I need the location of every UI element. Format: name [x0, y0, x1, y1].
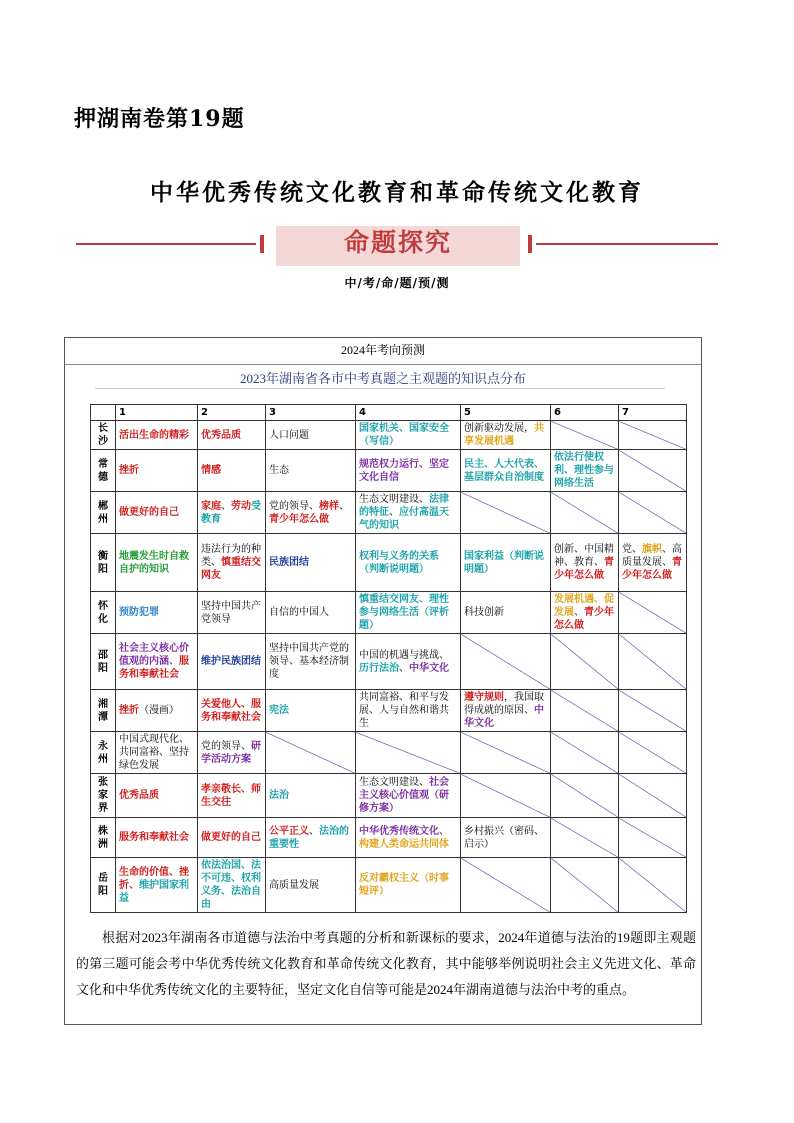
topic-cell	[266, 858, 356, 913]
table-row	[91, 858, 687, 913]
city-name: 怀化	[91, 592, 116, 634]
topic-text: 共享发展机遇	[464, 423, 544, 447]
topic-cell	[266, 774, 356, 818]
city-name: 岳阳	[91, 858, 116, 913]
topic-cell	[356, 492, 461, 534]
topic-cell	[356, 690, 461, 732]
topic-cell	[266, 421, 356, 450]
empty-cell	[551, 732, 619, 774]
topic-cell	[356, 634, 461, 690]
empty-cell	[461, 774, 551, 818]
topic-text: 、	[439, 825, 449, 837]
topic-cell	[266, 592, 356, 634]
city-name: 株洲	[91, 818, 116, 858]
topic-text: 预防犯罪	[119, 607, 159, 618]
analysis-paragraph: 根据对2023年湖南各市道德与法治中考真题的分析和新课标的要求，2024年道德与法治的19题即主观题的第三题可能会考中华优秀传统文化教育和革命传统文化教育，其中能够举例说明社会主义先进文化、革命文化和中华优秀传统文化的主要特征，坚定文化自信等可能是2024年湖南道德与法治中考的重点。	[76, 930, 696, 997]
empty-cell	[461, 634, 551, 690]
banner-left-line	[76, 243, 256, 245]
topic-text: 民族团结	[269, 557, 309, 568]
topic-cell	[356, 774, 461, 818]
column-header-3: 3	[266, 405, 356, 421]
column-header-2: 2	[198, 405, 266, 421]
topic-text: 青少年怎么做	[554, 557, 614, 581]
topic-text: 法律的特征	[359, 494, 449, 518]
section-subtitle: 中/考/命/题/预/测	[344, 276, 450, 290]
table-row	[91, 450, 687, 492]
section-banner	[76, 226, 718, 266]
topic-text: 、	[309, 825, 319, 837]
topic-text: 规范权力运行、坚定文化自信	[359, 458, 449, 483]
table-row	[91, 492, 687, 534]
table-header-corner	[91, 405, 116, 421]
topic-text: 违法行为的种类、	[201, 544, 261, 568]
topic-text: 榜样	[319, 500, 339, 512]
topic-cell	[116, 421, 198, 450]
empty-cell	[551, 421, 619, 450]
topic-text: 党的领导、	[201, 740, 251, 752]
city-name: 常德	[91, 450, 116, 492]
topic-text: 构建人类命运共同体	[359, 838, 449, 850]
column-header-1: 1	[116, 405, 198, 421]
topic-text: 坚持中国共产党领导	[201, 600, 261, 625]
topic-text: 旗帜	[642, 544, 662, 555]
topic-text: 坚持中国共产党的领导、基本经济制度	[269, 643, 349, 680]
topic-text: 应付高温天气的知识	[359, 507, 449, 531]
column-header-4: 4	[356, 405, 461, 421]
topic-text: 遵守规则	[464, 692, 504, 703]
topic-text: 社会主义核心价值观（研修方案）	[359, 777, 449, 814]
topic-cell	[266, 492, 356, 534]
topic-text: 社会主义核心价值观的内涵	[119, 643, 189, 667]
topic-cell	[266, 690, 356, 732]
topic-text: 孝亲敬长、师生交往	[201, 783, 261, 808]
table-header-row	[91, 405, 687, 421]
topic-text: 慎重结交网友	[201, 557, 261, 581]
topic-cell	[116, 774, 198, 818]
topic-text: 生态	[269, 465, 289, 476]
empty-cell	[619, 732, 687, 774]
topic-cell	[461, 421, 551, 450]
topic-text: 做更好的自己	[119, 507, 179, 518]
topic-cell	[116, 450, 198, 492]
banner-text: 命题探究	[343, 228, 452, 257]
prediction-heading: 2024年考向预测	[65, 338, 701, 365]
topic-text: 慎重结交网友、理性参与网络生活（评析题）	[359, 594, 449, 631]
empty-cell	[619, 634, 687, 690]
topic-text: 劳动	[231, 500, 251, 512]
knowledge-distribution-table	[90, 404, 687, 913]
topic-text: 国家机关、国家安全（写信）	[359, 423, 449, 447]
topic-text: 依法治国、法不可违、权利义务、法治自由	[201, 860, 261, 910]
banner-right-bar	[528, 235, 532, 253]
table-row	[91, 818, 687, 858]
topic-cell	[551, 534, 619, 592]
topic-cell	[551, 592, 619, 634]
topic-text: 活出生命的精彩	[119, 429, 189, 441]
empty-cell	[619, 858, 687, 913]
topic-cell	[551, 450, 619, 492]
topic-cell	[266, 534, 356, 592]
exam-question-title: 押湖南卷第19题	[74, 106, 245, 132]
topic-cell	[356, 534, 461, 592]
empty-cell	[461, 492, 551, 534]
topic-text: 青少年怎么做	[622, 557, 682, 581]
empty-cell	[619, 492, 687, 534]
empty-cell	[619, 774, 687, 818]
empty-cell	[619, 690, 687, 732]
topic-text: ，我国取得成就的原因、	[464, 692, 544, 716]
topic-cell	[116, 592, 198, 634]
topic-cell	[356, 421, 461, 450]
topic-text: 法治	[269, 790, 289, 801]
topic-text: 关爱他人、服务和奉献社会	[201, 698, 261, 723]
topic-cell	[198, 690, 266, 732]
empty-cell	[461, 732, 551, 774]
topic-text: 中华文化	[409, 662, 449, 674]
topic-text: 青少年怎么做	[554, 607, 614, 631]
topic-cell	[198, 450, 266, 492]
table-row	[91, 732, 687, 774]
empty-cell	[551, 774, 619, 818]
city-name: 衡阳	[91, 534, 116, 592]
topic-text: 法治的重要性	[269, 825, 349, 850]
topic-text: 研学活动方案	[201, 740, 261, 765]
table-title: 2023年湖南省各市中考真题之主观题的知识点分布	[239, 371, 526, 386]
empty-cell	[356, 732, 461, 774]
topic-cell	[461, 450, 551, 492]
topic-text: 民主、人大代表、基层群众自治制度	[464, 458, 544, 483]
topic-text: 服务和奉献社会	[119, 656, 189, 680]
topic-text: 、	[339, 500, 349, 512]
topic-cell	[116, 858, 198, 913]
topic-text: 共同富裕、和平与发展、人与自然和谐共生	[359, 692, 449, 729]
topic-text: 、	[399, 662, 409, 674]
topic-text: 宪法	[269, 705, 289, 716]
topic-cell	[266, 450, 356, 492]
topic-cell	[116, 534, 198, 592]
topic-text: 、高质量发展、	[622, 544, 682, 568]
topic-text: 自信的中国人	[269, 607, 329, 618]
topic-cell	[198, 421, 266, 450]
topic-cell	[356, 858, 461, 913]
topic-cell	[116, 634, 198, 690]
empty-cell	[551, 818, 619, 858]
topic-text: 中国式现代化、共同富裕、坚持绿色发展	[119, 734, 189, 771]
topic-text: 挫折	[119, 705, 139, 716]
banner-box	[276, 226, 520, 266]
topic-text: 国家利益（判断说明题）	[464, 550, 544, 575]
topic-cell	[461, 534, 551, 592]
banner-right-line	[536, 243, 718, 245]
topic-cell	[356, 592, 461, 634]
city-name: 邵阳	[91, 634, 116, 690]
topic-text: 历行法治	[359, 662, 399, 674]
column-header-7: 7	[619, 405, 687, 421]
table-row	[91, 634, 687, 690]
empty-cell	[619, 450, 687, 492]
table-row	[91, 534, 687, 592]
topic-text: 创新驱动发展，	[464, 423, 534, 434]
topic-text: 生命的价值、挫折、	[119, 866, 189, 891]
topic-text: 中国的机遇与挑战、	[359, 649, 449, 661]
topic-cell	[198, 732, 266, 774]
topic-cell	[198, 858, 266, 913]
topic-text: 青少年怎么做	[269, 513, 329, 525]
topic-cell	[116, 690, 198, 732]
topic-text: 维护国家利益	[119, 879, 189, 904]
empty-cell	[619, 818, 687, 858]
topic-text: 发展机遇、促发展	[554, 594, 614, 618]
topic-text: 、	[574, 607, 584, 618]
topic-cell	[266, 818, 356, 858]
topic-cell	[198, 492, 266, 534]
topic-text: 做更好的自己	[201, 832, 261, 843]
topic-cell	[198, 818, 266, 858]
empty-cell	[619, 592, 687, 634]
topic-text: 党的领导、	[269, 500, 319, 512]
page-title: 中华优秀传统文化教育和革命传统文化教育	[150, 180, 644, 206]
topic-text: 人口问题	[269, 429, 309, 441]
topic-cell	[116, 492, 198, 534]
topic-text: 、	[169, 656, 179, 667]
topic-text: 维护民族团结	[201, 656, 261, 667]
topic-text: 中华文化	[464, 705, 544, 729]
topic-cell	[461, 818, 551, 858]
banner-left-bar	[260, 235, 264, 253]
topic-text: 、	[221, 500, 231, 512]
topic-text: 反对霸权主义（时事短评）	[359, 873, 449, 897]
topic-cell	[198, 592, 266, 634]
topic-text: 受教育	[201, 500, 261, 525]
city-name: 张家界	[91, 774, 116, 818]
topic-text: 情感	[201, 465, 221, 476]
topic-text: 中华优秀传统文化	[359, 825, 439, 837]
topic-text: 挫折	[119, 465, 139, 476]
city-name: 郴州	[91, 492, 116, 534]
table-row	[91, 592, 687, 634]
topic-cell	[266, 634, 356, 690]
topic-cell	[356, 450, 461, 492]
topic-cell	[461, 690, 551, 732]
column-header-5: 5	[461, 405, 551, 421]
topic-cell	[116, 732, 198, 774]
topic-text: 地震发生时自救自护的知识	[119, 550, 189, 575]
topic-text: 服务和奉献社会	[119, 832, 189, 843]
city-name: 长沙	[91, 421, 116, 450]
topic-text: 公平正义	[269, 825, 309, 837]
topic-text: 优秀品质	[201, 429, 241, 441]
topic-text: 党、	[622, 544, 642, 555]
empty-cell	[266, 732, 356, 774]
topic-cell	[461, 592, 551, 634]
topic-cell	[198, 634, 266, 690]
column-header-6: 6	[551, 405, 619, 421]
topic-cell	[356, 818, 461, 858]
topic-text: 生态文明建设、	[359, 777, 429, 788]
city-name: 永州	[91, 732, 116, 774]
empty-cell	[551, 634, 619, 690]
table-row	[91, 774, 687, 818]
topic-text: 优秀品质	[119, 790, 159, 801]
table-frame-line	[95, 388, 665, 403]
topic-text: 生态文明建设、	[359, 494, 429, 505]
topic-text: 权利与义务的关系（判断说明题）	[359, 550, 439, 575]
empty-cell	[619, 421, 687, 450]
topic-cell	[619, 534, 687, 592]
topic-cell	[198, 534, 266, 592]
topic-text: 依法行使权利、理性参与网络生活	[554, 452, 614, 489]
table-row	[91, 421, 687, 450]
topic-text: 创新、中国精神、教育、	[554, 544, 614, 568]
topic-cell	[116, 818, 198, 858]
empty-cell	[461, 858, 551, 913]
topic-text: 家庭	[201, 500, 221, 512]
topic-text: （漫画）	[139, 705, 179, 716]
empty-cell	[551, 492, 619, 534]
table-row	[91, 690, 687, 732]
empty-cell	[551, 690, 619, 732]
topic-text: 、	[389, 507, 399, 518]
topic-text: 科技创新	[464, 607, 504, 618]
topic-text: 高质量发展	[269, 879, 319, 891]
topic-text: 乡村振兴（密码、启示）	[464, 825, 544, 850]
city-name: 湘潭	[91, 690, 116, 732]
empty-cell	[551, 858, 619, 913]
topic-cell	[198, 774, 266, 818]
